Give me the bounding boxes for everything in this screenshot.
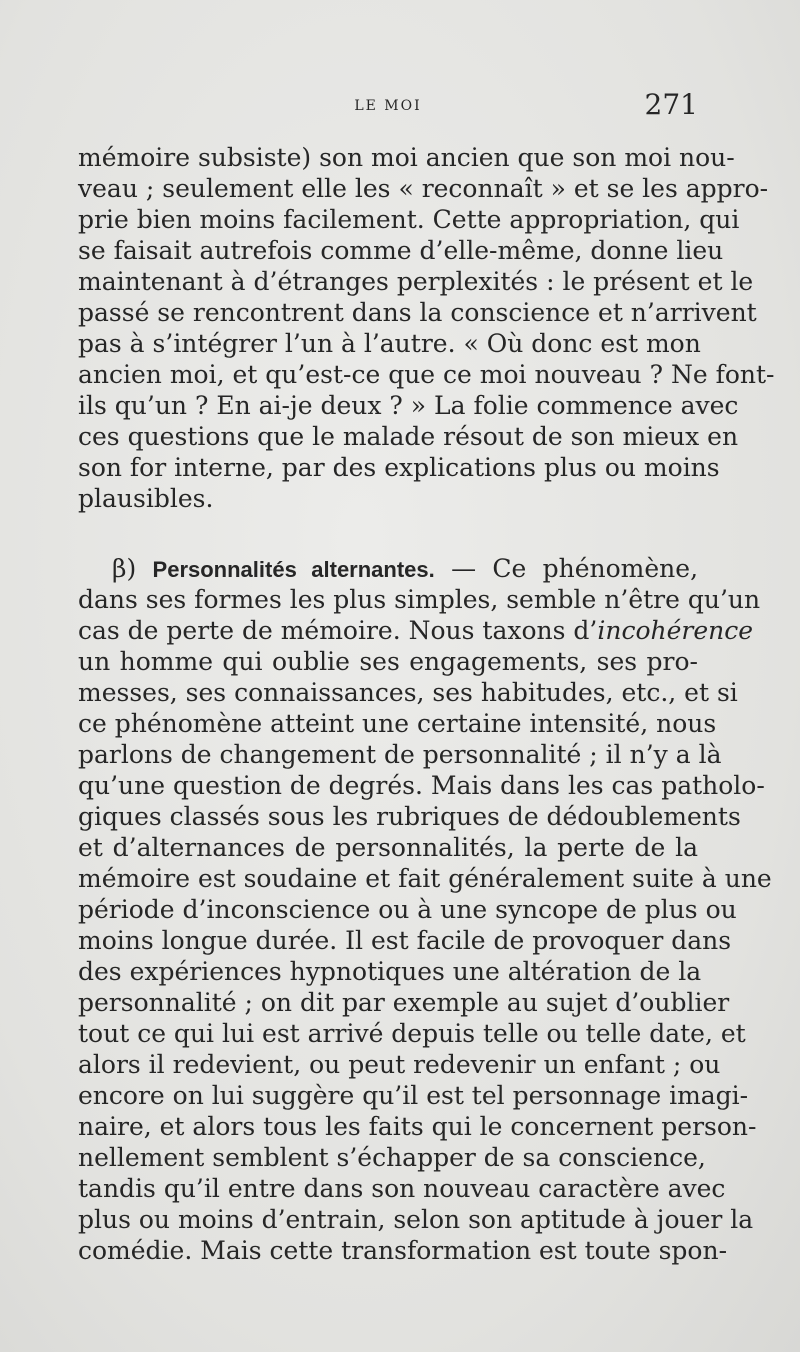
section-first-line [78,553,698,584]
text-line: prie bien moins facilement. Cette appropriation, qui [78,205,740,234]
text-line: ces questions que le malade résout de son mieux en [78,422,739,451]
text-line: veau ; seulement elle les « reconnaît » et se les appro- [78,174,769,203]
text-line: alors il redevient, ou peut redevenir un enfant ; ou [78,1050,721,1079]
text-line: moins longue durée. Il est facile de provoquer dans [78,926,732,955]
text-line: dans ses formes les plus simples, semble n’être qu’un [78,585,761,614]
page-body [78,142,775,1266]
section-marker: β) [112,554,137,583]
text-line: comédie. Mais cette transformation est toute spon- [78,1236,728,1265]
section-first-line-text: — Ce phénomène, [451,554,699,583]
text-line: giques classés sous les rubriques de dédoublements [78,802,741,831]
text-line: qu’une question de degrés. Mais dans les cas patholo- [78,771,765,800]
text-line: mémoire subsiste) son moi ancien que son moi nou- [78,143,735,172]
text-line [78,615,754,646]
text-line: plausibles. [78,484,214,513]
text-line: passé se rencontrent dans la conscience et n’arrivent [78,298,757,327]
text-line: des expériences hypnotiques une altération de la [78,957,702,986]
section-personnalites-alternantes [78,553,772,1266]
text-line: son for interne, par des explications plus ou moins [78,453,720,482]
running-head: LE MOI [354,98,422,114]
text-line: naire, et alors tous les faits qui le concernent person- [78,1112,757,1141]
text-line: ils qu’un ? En ai-je deux ? » La folie commence avec [78,391,739,420]
paragraph-continuation [78,142,775,514]
text-line: mémoire est soudaine et fait généralement suite à une [78,864,772,893]
italic-term: incohérence [597,616,754,645]
page-header [78,88,698,128]
text-line: encore on lui suggère qu’il est tel personnage imagi- [78,1081,749,1110]
text-line: nellement semblent s’échapper de sa conscience, [78,1143,706,1172]
text-line: tandis qu’il entre dans son nouveau caractère avec [78,1174,726,1203]
text-line: ce phénomène atteint une certaine intensité, nous [78,709,717,738]
text-line: ancien moi, et qu’est-ce que ce moi nouveau ? Ne font- [78,360,775,389]
text-line: pas à s’intégrer l’un à l’autre. « Où donc est mon [78,329,701,358]
text-line: se faisait autrefois comme d’elle-même, donne lieu [78,236,724,265]
text-line: plus ou moins d’entrain, selon son aptitude à jouer la [78,1205,754,1234]
section-heading: Personnalités alternantes. [152,557,435,582]
text-segment: cas de perte de mémoire. Nous taxons d’ [78,616,598,645]
text-line: un homme qui oublie ses engagements, ses pro- [78,647,698,676]
text-line: tout ce qui lui est arrivé depuis telle ou telle date, et [78,1019,746,1048]
text-line: messes, ses connaissances, ses habitudes, etc., et si [78,678,738,707]
text-line: personnalité ; on dit par exemple au sujet d’oublier [78,988,730,1017]
text-line: et d’alternances de personnalités, la perte de la [78,833,698,862]
text-line: maintenant à d’étranges perplexités : le présent et le [78,267,754,296]
text-line: période d’inconscience ou à une syncope de plus ou [78,895,737,924]
page-number: 271 [644,88,698,121]
text-line: parlons de changement de personnalité ; il n’y a là [78,740,722,769]
